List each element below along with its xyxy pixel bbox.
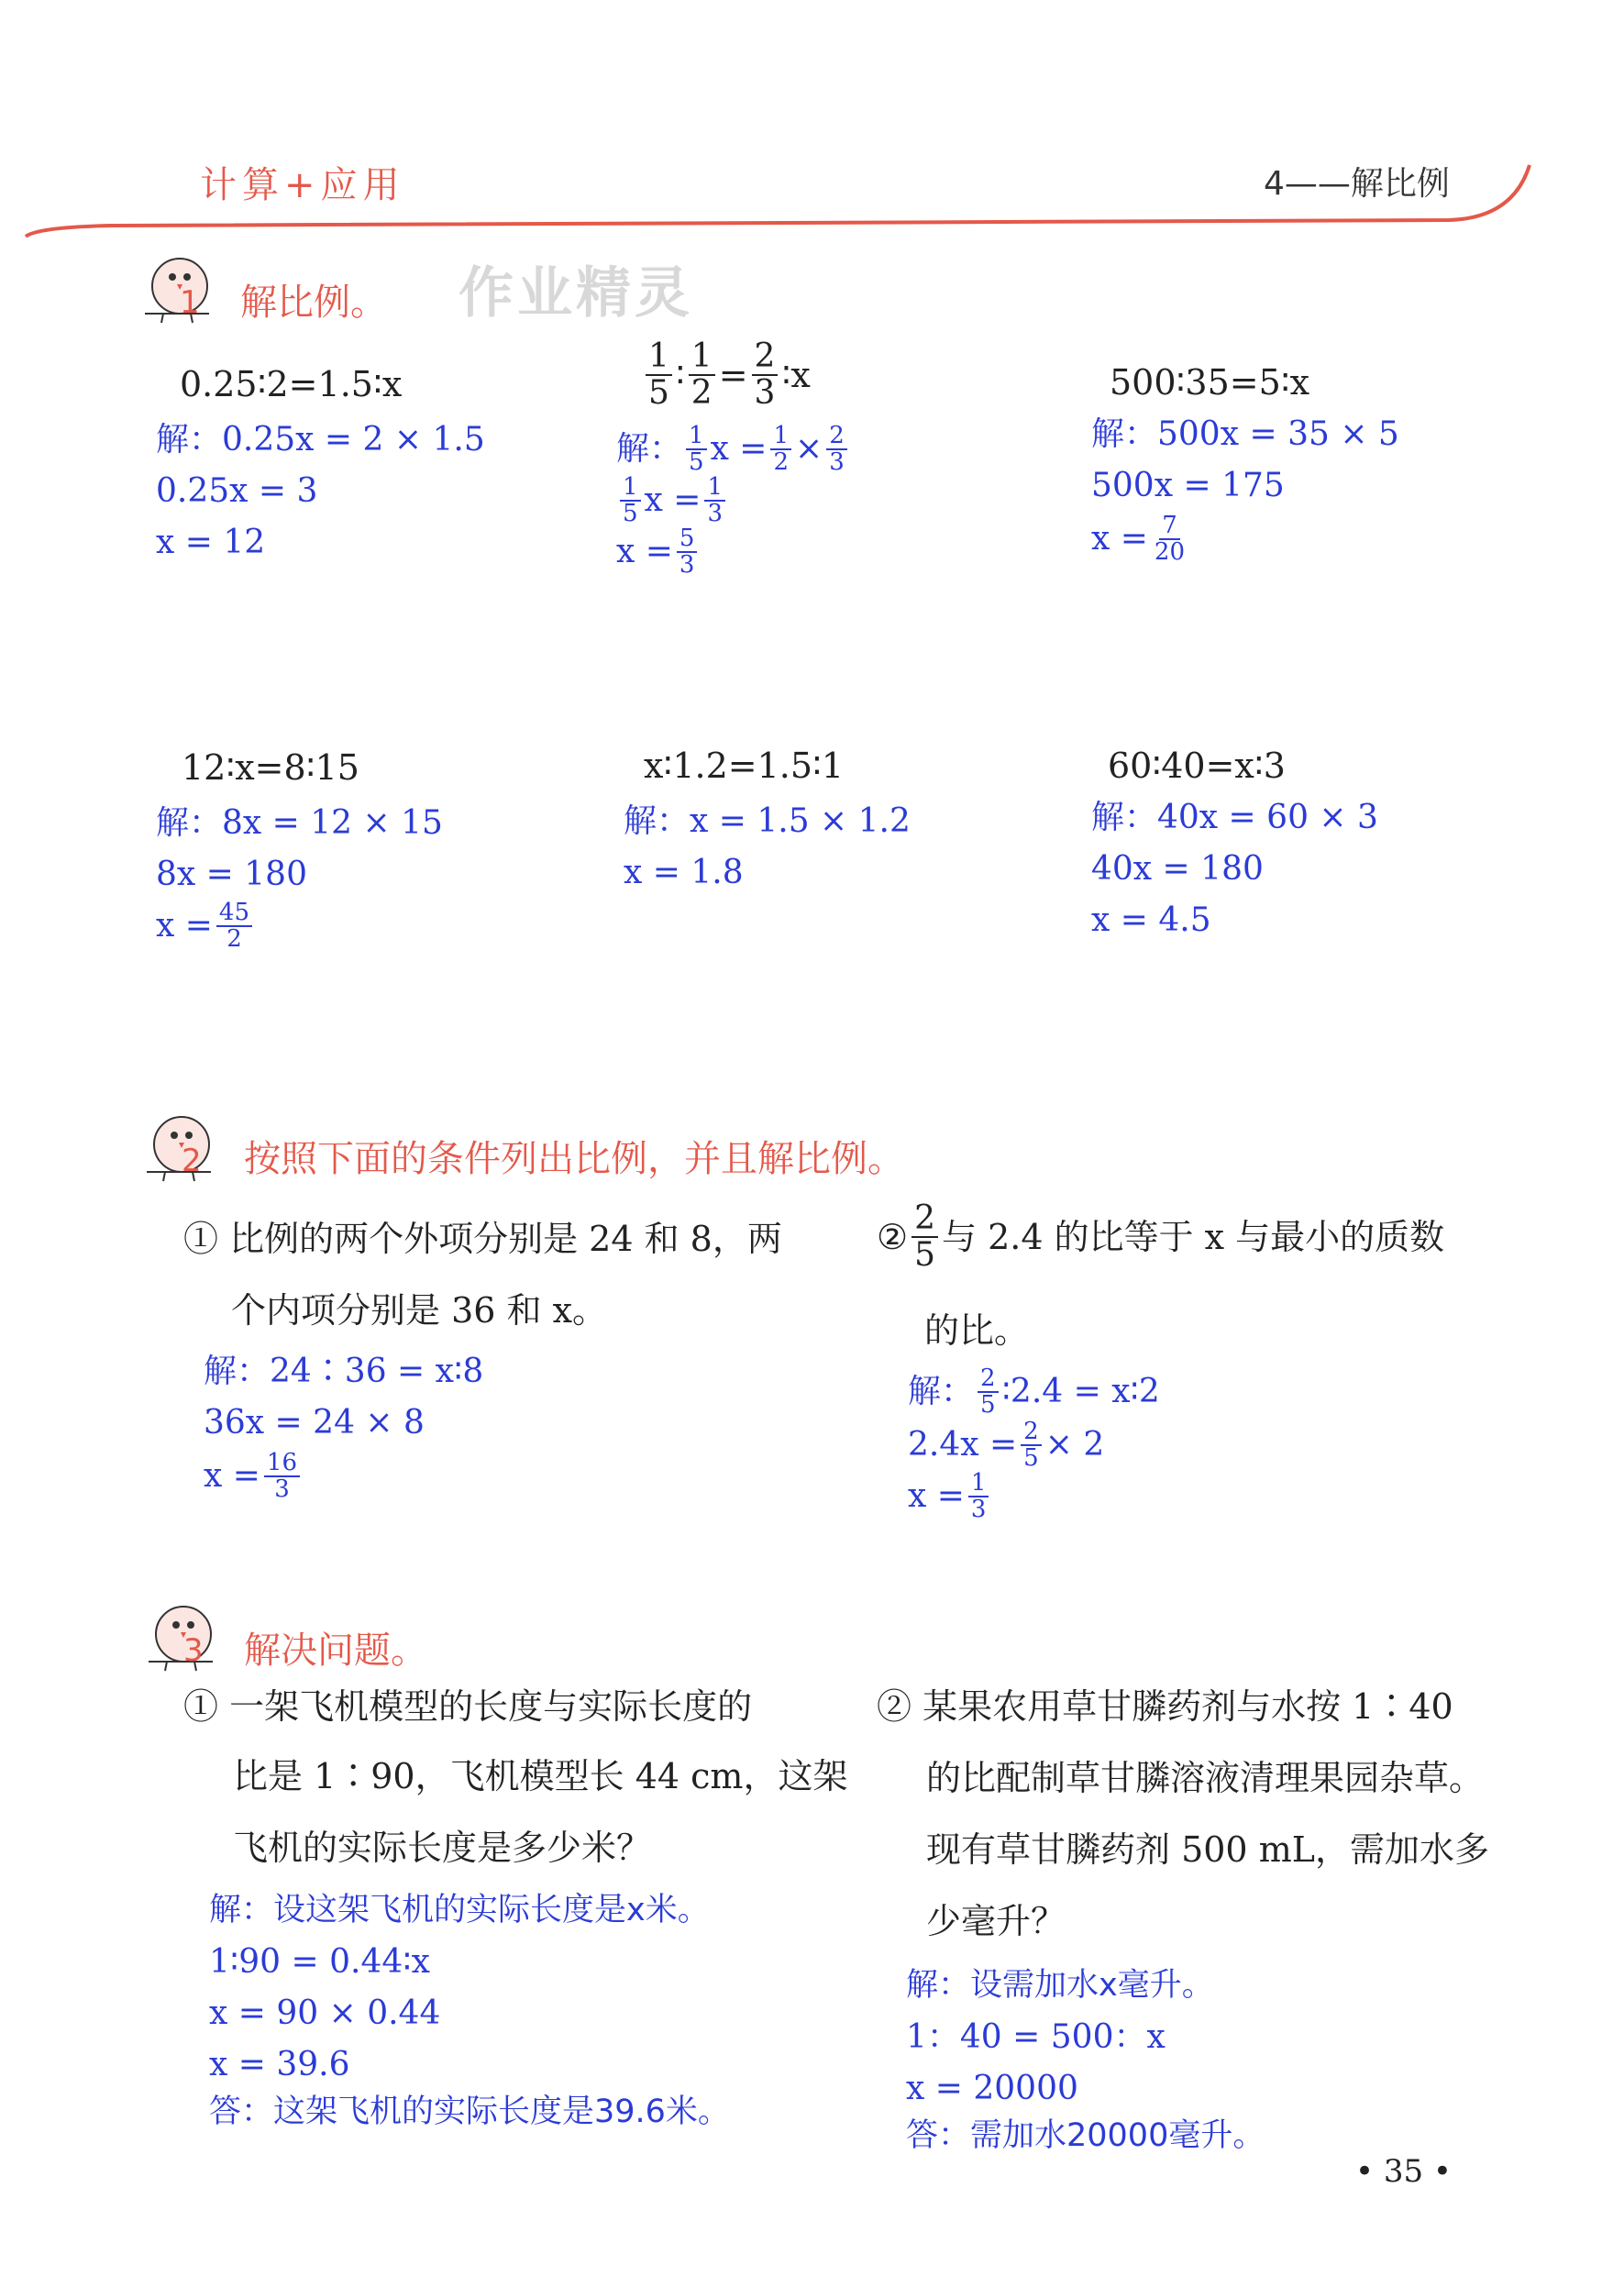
s1-p4-step3: x = $\frac{45}{2}$ bbox=[156, 900, 256, 953]
s1-p5-question: x∶1.2=1.5∶1 bbox=[644, 746, 845, 786]
section1-title: 解比例。 bbox=[240, 282, 387, 324]
s1-p1-step3: x = 12 bbox=[156, 524, 266, 561]
s3-right-line1: ② 某果农用草甘膦药剂与水按 1∶40 bbox=[877, 1686, 1453, 1727]
s3-left-step2: 1∶90 = 0.44∶x bbox=[209, 1943, 430, 1981]
s2-left-line2: 个内项分别是 36 和 x。 bbox=[231, 1290, 608, 1331]
s1-p1-step2: 0.25x = 3 bbox=[156, 472, 318, 510]
bird-icon bbox=[138, 1108, 220, 1190]
s2-right-line2: 的比。 bbox=[924, 1310, 1030, 1351]
section1-badge bbox=[136, 249, 218, 336]
s1-p1-question: 0.25∶2=1.5∶x bbox=[180, 364, 403, 404]
s1-p2-question: $\frac{1}{5}$ ∶ $\frac{1}{2}$ = $\frac{2}{3}$ ∶x bbox=[642, 339, 811, 411]
s1-p2-step3: x = $\frac{5}{3}$ bbox=[616, 526, 701, 579]
s1-p5-step1: 解：x = 1.5 × 1.2 bbox=[624, 802, 911, 840]
s1-p6-question: 60∶40=x∶3 bbox=[1108, 746, 1286, 786]
header-right-title: 4——解比例 bbox=[1264, 165, 1450, 203]
s3-left-line1: ① 一架飞机模型的长度与实际长度的 bbox=[183, 1686, 753, 1727]
s1-p4-step1: 解：8x = 12 × 15 bbox=[156, 804, 443, 842]
s1-p2-step1: 解： $\frac{1}{5}$ x = $\frac{1}{2}$ × $\frac{2}{3}$ bbox=[616, 424, 851, 476]
s1-p1-step1: 解：0.25x = 2 × 1.5 bbox=[156, 421, 485, 459]
section3-badge bbox=[139, 1597, 222, 1684]
s1-p3-step1: 解：500x = 35 × 5 bbox=[1091, 415, 1399, 453]
s2-left-step1: 解：24∶36 = x∶8 bbox=[204, 1353, 484, 1390]
s3-right-answer: 答：需加水20000毫升。 bbox=[906, 2117, 1265, 2154]
header-rule bbox=[0, 0, 1624, 248]
s1-p4-step2: 8x = 180 bbox=[156, 856, 307, 893]
s3-right-line3: 现有草甘膦药剂 500 mL，需加水多 bbox=[926, 1829, 1489, 1870]
s2-right-step2: 2.4x = $\frac{2}{5}$ × 2 bbox=[908, 1418, 1105, 1473]
s2-left-line1: ① 比例的两个外项分别是 24 和 8，两 bbox=[183, 1219, 782, 1259]
s1-p2-step2: $\frac{1}{5}$ x = $\frac{1}{3}$ bbox=[616, 475, 729, 527]
s2-right-step1: 解： $\frac{2}{5}$ ∶2.4 = x∶2 bbox=[908, 1364, 1160, 1420]
s1-p6-step1: 解：40x = 60 × 3 bbox=[1091, 799, 1378, 836]
s2-left-step3: x = $\frac{16}{3}$ bbox=[204, 1451, 304, 1503]
bird-icon bbox=[139, 1597, 222, 1680]
s3-right-step1: 解：设需加水x毫升。 bbox=[906, 1967, 1214, 2004]
s1-p3-step3: x = $\frac{7}{20}$ bbox=[1091, 512, 1186, 567]
watermark: 作业精灵 bbox=[458, 261, 693, 326]
s3-right-step2: 1：40 = 500：x bbox=[906, 2018, 1166, 2056]
header-left-title: 计算+应用 bbox=[200, 164, 405, 206]
s3-left-step1: 解：设这架飞机的实际长度是x米。 bbox=[209, 1892, 710, 1928]
s2-right-step3: x = $\frac{1}{3}$ bbox=[908, 1471, 992, 1523]
section3-number: 3 bbox=[183, 1632, 204, 1669]
s2-left-step2: 36x = 24 × 8 bbox=[204, 1404, 425, 1442]
bird-icon bbox=[136, 249, 218, 332]
s2-right-line1: ② $\frac{2}{5}$ 与 2.4 的比等于 x 与最小的质数 bbox=[877, 1199, 1445, 1274]
s3-left-line2: 比是 1∶90，飞机模型长 44 cm，这架 bbox=[233, 1756, 848, 1796]
s3-left-step3: x = 90 × 0.44 bbox=[209, 1994, 441, 2032]
section3-title: 解决问题。 bbox=[244, 1630, 427, 1672]
s1-p3-step2: 500x = 175 bbox=[1091, 467, 1285, 504]
s1-p6-step2: 40x = 180 bbox=[1091, 850, 1264, 888]
section1-number: 1 bbox=[180, 284, 200, 321]
s3-left-line3: 飞机的实际长度是多少米？ bbox=[233, 1828, 652, 1868]
s1-p4-question: 12∶x=8∶15 bbox=[182, 747, 359, 788]
s3-left-answer: 答：这架飞机的实际长度是39.6米。 bbox=[209, 2094, 730, 2130]
s1-p3-question: 500∶35=5∶x bbox=[1110, 362, 1310, 403]
s1-p6-step3: x = 4.5 bbox=[1091, 901, 1211, 939]
s3-left-step4: x = 39.6 bbox=[209, 2046, 350, 2083]
s3-right-line4: 少毫升？ bbox=[926, 1901, 1066, 1941]
page-number: • 35 • bbox=[1355, 2153, 1452, 2190]
section2-number: 2 bbox=[182, 1143, 202, 1179]
s3-right-line2: 的比配制草甘膦溶液清理果园杂草。 bbox=[926, 1758, 1485, 1798]
s1-p5-step2: x = 1.8 bbox=[624, 854, 744, 891]
s3-right-step3: x = 20000 bbox=[906, 2070, 1078, 2107]
section2-title: 按照下面的条件列出比例，并且解比例。 bbox=[244, 1138, 904, 1180]
section2-badge bbox=[138, 1108, 220, 1194]
